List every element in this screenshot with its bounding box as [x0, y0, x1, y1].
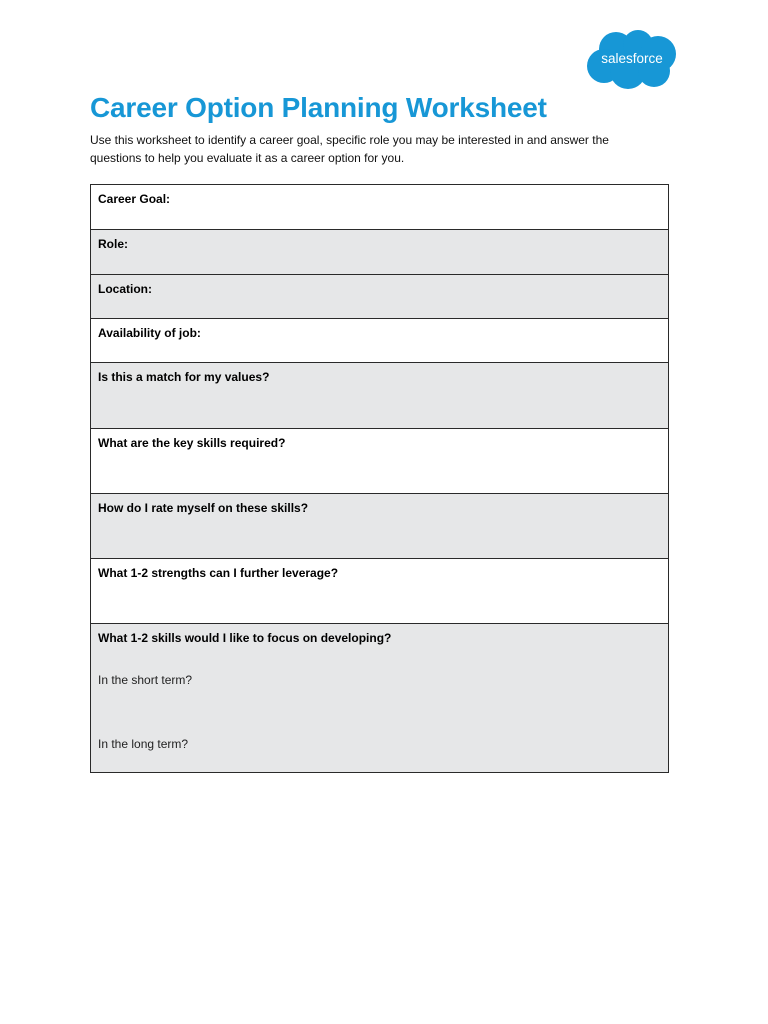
- table-row: [91, 319, 669, 363]
- field-label: How do I rate myself on these skills?: [98, 501, 309, 515]
- field-label: Is this a match for my values?: [98, 370, 270, 384]
- long-term-label: In the long term?: [98, 737, 189, 751]
- field-label: What 1-2 skills would I like to focus on developing?: [98, 631, 392, 645]
- field-label: What are the key skills required?: [98, 436, 286, 450]
- intro-line-1: Use this worksheet to identify a career goal, specific role you may be interested in and answer the: [90, 133, 609, 147]
- table-row: [91, 624, 669, 773]
- values-match-field[interactable]: [91, 363, 669, 429]
- field-label: What 1-2 strengths can I further leverage?: [98, 566, 339, 580]
- table-row: [91, 559, 669, 624]
- intro-text: [90, 131, 690, 167]
- field-label: Location:: [98, 282, 152, 296]
- role-field[interactable]: [91, 230, 669, 275]
- table-row: [91, 429, 669, 494]
- availability-field[interactable]: [91, 319, 669, 363]
- strengths-field[interactable]: [91, 559, 669, 624]
- short-term-label: In the short term?: [98, 673, 193, 687]
- field-label: Availability of job:: [98, 326, 201, 340]
- worksheet-table: [90, 184, 669, 773]
- table-row: [91, 275, 669, 319]
- page-title: Career Option Planning Worksheet: [90, 92, 547, 123]
- skills-development-field[interactable]: [91, 624, 669, 773]
- table-row: [91, 494, 669, 559]
- field-label: Role:: [98, 237, 128, 251]
- table-row: [91, 230, 669, 275]
- location-field[interactable]: [91, 275, 669, 319]
- key-skills-field[interactable]: [91, 429, 669, 494]
- table-row: [91, 363, 669, 429]
- career-goal-field[interactable]: [91, 185, 669, 230]
- self-rating-field[interactable]: [91, 494, 669, 559]
- field-label: Career Goal:: [98, 192, 171, 206]
- salesforce-logo: [584, 26, 680, 92]
- logo-text: salesforce: [601, 51, 663, 66]
- table-row: [91, 185, 669, 230]
- intro-line-2: questions to help you evaluate it as a career option for you.: [90, 151, 405, 165]
